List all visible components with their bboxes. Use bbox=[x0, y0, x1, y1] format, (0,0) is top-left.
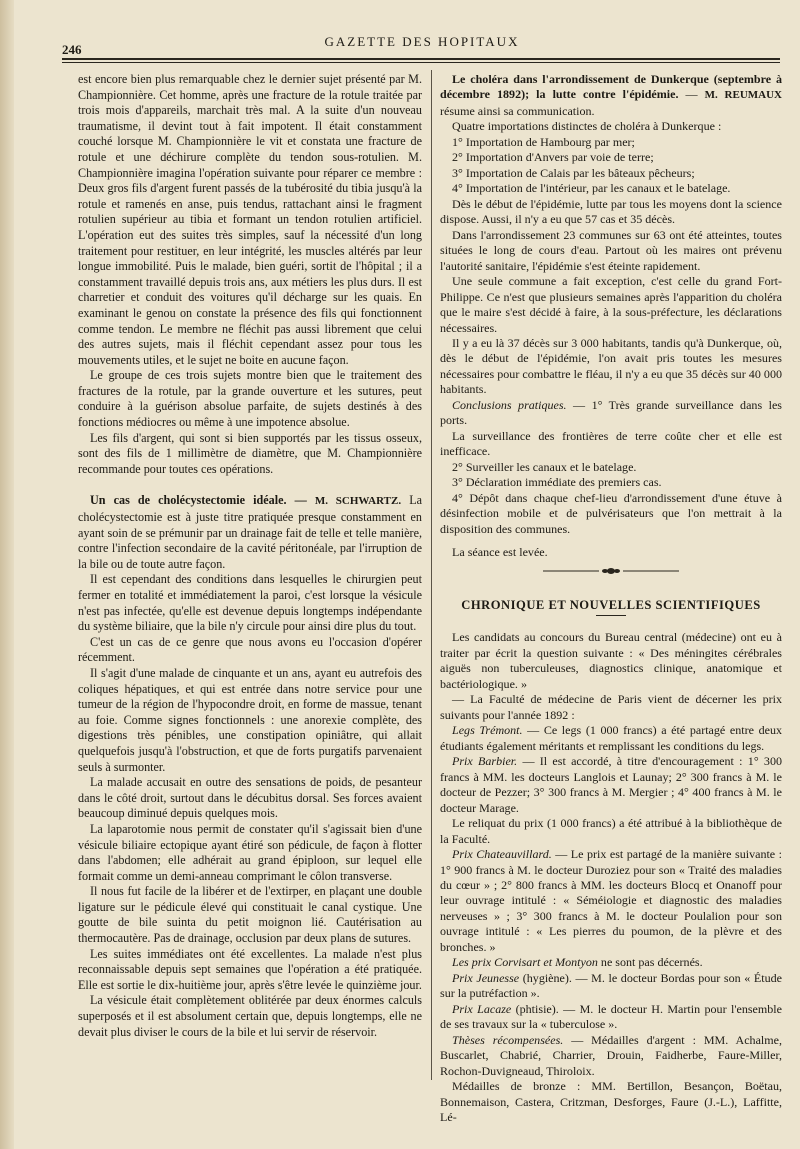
column-divider bbox=[431, 70, 432, 1080]
right-column bbox=[440, 72, 782, 1125]
paragraph: La surveillance des frontières de terre coûte cher et elle est inefficace. bbox=[440, 428, 782, 459]
prize-item bbox=[440, 955, 782, 970]
paragraph: La vésicule était complètement oblitérée par deux énormes calculs superposés et il est absolument certain que, depuis longtemps, elle ne devait plus diviser le cours de la bile et lui servir de réservoir. bbox=[78, 993, 422, 1039]
list-item: 3° Déclaration immédiate des premiers cas. bbox=[452, 475, 662, 490]
paragraph: est encore bien plus remarquable chez le dernier sujet présenté par M. Championnière. Cet homme, après une fracture de la rotule traitée par trois mois d'appareils, marchait très mal. A la suite d'un nouveau traumatisme, il devint tout à fait impotent. Il était constamment couché lorsque M. Championnière le vit et constata une fracture de rotule et une déchirure complète du tendon sous-rotulien. M. Championnière imagina l'opération suivante pour réparer ce membre : Deux gros fils d'argent furent passés de la tubérosité du tibia jusqu'à la rotule et ramenés en anse, puis tendus, rattachant ainsi le fragment rotulien supérieur au tibia et formant un tendon rotulien artificiel. L'opération eut des suites très simples, sauf la nécessité d'un long traitement pour restituer, en leur intégrité, les muscles altérés par leur longue immobilité. Puis le malade, bien guéri, sortit de l'hôpital ; il a constamment travaillé depuis trois ans, aux métiers les plus durs. Il est charretier et conduit des voitures qu'il décharge sur les quais. En examinant le genou on constate la présence des fils qui fonctionnent comme tendon. Le membre ne fléchit pas aussi librement que celui des autres sujets, mais il fléchit cependant assez pour tous les mouvements utiles, et le sujet ne boite en aucune façon. bbox=[78, 72, 422, 367]
section-title: CHRONIQUE ET NOUVELLES SCIENTIFIQUES bbox=[461, 598, 761, 612]
prize-label: Prix Jeunesse bbox=[452, 970, 520, 985]
paragraph: Les suites immédiates ont été excellentes. La malade n'est plus reconnaissable depuis sept semaines que l'opération a été pratiquée. Elle est sortie le dix-huitième jour, après s'être levée le quinzième jour. bbox=[78, 946, 422, 992]
prize-item bbox=[440, 971, 782, 1002]
prize-text: (phtisie). — M. le docteur H. Martin pour l'ensemble de ses travaux sur la « tuberculose ». bbox=[440, 1001, 782, 1032]
ornament-divider bbox=[440, 565, 782, 580]
paragraph: Les fils d'argent, qui sont si bien supportés par les tissus osseux, sont des fils de 1 millimètre de diamètre, que M. Championnière recommande pour toutes ces opérations. bbox=[78, 430, 422, 476]
running-title: GAZETTE DES HOPITAUX bbox=[324, 34, 520, 49]
prize-text: — Le prix est partagé de la manière suivante : 1° 900 francs à M. le docteur Duroziez pour son « Traité des maladies du cœur » ; 2° 800 francs à MM. les docteurs Blocq et Onanoff pour leur ouvrage intitulé : « Séméiologie et diagnostic des maladies nerveuses » ; 3° 300 francs à M. le docteur Poulalion pour son ouvrage intitulé : « Les pierres du poumon, de la plèvre et des bronches. » bbox=[440, 847, 782, 954]
prize-item bbox=[440, 1002, 782, 1033]
conclusions-paragraph bbox=[440, 398, 782, 429]
paragraph: Il est cependant des conditions dans lesquelles le chirurgien peut fermer en totalité et immédiatement la paroi, c'est lorsque la vésicule n'est pas infectée, qu'elle est devenue depuis longtemps indépendante du système biliaire, que la bile n'y circule pour ainsi dire plus du tout. bbox=[78, 572, 422, 634]
article-title: Un cas de cholécystectomie idéale. — bbox=[90, 493, 315, 508]
article-lead-schwartz bbox=[78, 493, 422, 572]
article-lead-reumaux bbox=[440, 72, 782, 119]
paragraph: Le reliquat du prix (1 000 francs) a été attribué à la bibliothèque de la Faculté. bbox=[440, 816, 782, 846]
section-rule bbox=[596, 615, 626, 616]
prize-text: — Médailles d'argent : MM. Achalme, Buscarlet, Chabrié, Charrier, Drouin, Faidherbe, Faure-Miller, Rochon-Duvigneaud, Thiroloix. bbox=[440, 1032, 783, 1078]
page-number: 246 bbox=[62, 42, 82, 57]
article-author: M. SCHWARTZ. bbox=[314, 495, 402, 508]
header-rule-thin bbox=[62, 62, 780, 63]
prize-item bbox=[440, 723, 782, 754]
list-item: 1° Importation de Hambourg par mer; bbox=[452, 134, 635, 149]
prize-item bbox=[440, 847, 782, 955]
prize-text: — Ce legs (1 000 francs) a été partagé entre deux étudiants également méritants et remplissant les conditions du legs. bbox=[440, 723, 782, 753]
paragraph: Dans l'arrondissement 23 communes sur 63 ont été atteintes, toutes situées le long de cours d'eau. Partout où les maires ont prévenu l'autorité sanitaire, l'épidémie s'est éteinte rapidement. bbox=[440, 227, 782, 273]
conclusions-text: — 1° Très grande surveillance dans les ports. bbox=[440, 397, 782, 428]
prize-label: Thèses récompensées. bbox=[452, 1032, 564, 1047]
page-header bbox=[62, 32, 782, 56]
prize-label: Prix Lacaze bbox=[452, 1001, 512, 1016]
article-dash: — bbox=[678, 87, 705, 102]
prize-label: Les prix Corvisart et Montyon bbox=[452, 955, 598, 970]
list-item: 3° Importation de Calais par les bâteaux pêcheurs; bbox=[452, 165, 695, 180]
paragraph: La malade accusait en outre des sensations de poids, de pesanteur dans le côté droit, surtout dans le décubitus dorsal. Ses forces avaient beaucoup diminué depuis quelques mois. bbox=[78, 775, 422, 821]
paragraph: Médailles de bronze : MM. Bertillon, Besançon, Boëtau, Bonnemaison, Castera, Critzman, Desforges, Faure (J.-L.), Laffitte, Lé- bbox=[440, 1079, 782, 1124]
paragraph: C'est un cas de ce genre que nous avons eu l'occasion d'opérer récemment. bbox=[78, 634, 422, 665]
paragraph: — La Faculté de médecine de Paris vient de décerner les prix suivants pour l'année 1892 : bbox=[440, 692, 782, 722]
page-binding-edge bbox=[0, 0, 14, 1149]
paragraph: Il y a eu là 37 décès sur 3 000 habitants, tandis qu'à Dunkerque, où, dès le début de l'épidémie, l'on avait pris toutes les mesures nécessaires pour combattre le fléau, il n'y a eu que 35 décès sur 40 000 habitants. bbox=[440, 335, 782, 397]
paragraph: Dès le début de l'épidémie, lutte par tous les moyens dont la science dispose. Aussi, il n'y a eu que 57 cas et 35 décès. bbox=[440, 196, 782, 227]
list-item: 2° Surveiller les canaux et le batelage. bbox=[452, 459, 637, 474]
paragraph: Il s'agit d'une malade de cinquante et un ans, ayant eu autrefois des coliques hépatiques, et qui est entrée dans notre service pour une tumeur de la région de l'hypocondre droit, en forme de massue, tenant au foie. Comme signes fonctionnels : une anorexie complète, des digestions très pénibles, une constipation opiniâtre, qui allait quelquefois jusqu'à l'obstruction, et que de forts purgatifs parvenaient seuls à surmonter. bbox=[78, 665, 422, 774]
prize-text: (hygiène). — M. le docteur Bordas pour son « Étude sur la putréfaction ». bbox=[440, 970, 782, 1001]
prize-text: — Il est accordé, à titre d'encouragement : 1° 300 francs à MM. les docteurs Langlois et Launay; 2° 300 francs à M. le docteur de Pezzer; 3° 300 francs à M. Mergier ; 4° 400 francs à M. le docteur Marage. bbox=[440, 754, 782, 815]
left-column bbox=[78, 72, 422, 1040]
prize-text: ne sont pas décernés. bbox=[597, 955, 703, 970]
prize-label: Prix Barbier. bbox=[452, 754, 518, 769]
conclusions-label: Conclusions pratiques. bbox=[452, 397, 567, 412]
prize-label: Legs Trémont. bbox=[452, 723, 523, 738]
list-item: 2° Importation d'Anvers par voie de terre; bbox=[452, 150, 654, 165]
paragraph: La laparotomie nous permit de constater qu'il s'agissait bien d'une vésicule biliaire ectopique ayant étiré son pédicule, de façon à flotter dans l'abdomen; elle adhérait au grand épiploon, sur lequel elle formait comme un demi-anneau comprimant le côlon transverse. bbox=[78, 821, 422, 883]
prize-label: Prix Chateauvillard. bbox=[452, 847, 552, 862]
list-item: 4° Dépôt dans chaque chef-lieu d'arrondissement d'une étuve à désinfection mobile et de pulvérisateurs que l'on mettrait à la disposition des communes. bbox=[440, 490, 782, 536]
paragraph: Quatre importations distinctes de choléra à Dunkerque : bbox=[452, 119, 722, 134]
paragraph: Il nous fut facile de la libérer et de l'extirper, en plaçant une double ligature sur le pédicule élevé qui constituait le canal cystique. Une goutte de bile suinta du petit moignon lié. Cautérisation au thermocautère. Pas de drainage, occlusion par deux plans de sutures. bbox=[78, 884, 422, 946]
prize-item bbox=[440, 754, 782, 816]
article-lead-text: résume ainsi sa communication. bbox=[440, 103, 595, 118]
article-author: M. REUMAUX bbox=[704, 89, 782, 102]
paragraph: Les candidats au concours du Bureau central (médecine) ont eu à traiter par écrit la question suivante : « Des méningites cérébrales aiguës non tuberculeuses, diagnostics clinique, anatomique et bactériologique. » bbox=[440, 630, 782, 691]
prize-item bbox=[440, 1033, 782, 1079]
paragraph: Une seule commune a fait exception, c'est celle du grand Fort-Philippe. Ce n'est que plusieurs semaines après l'apparition du choléra que le maire s'est décidé à faire, à la sous-préfecture, les déclarations nécessaires. bbox=[440, 274, 782, 335]
article-title: Le choléra dans l'arrondissement de Dunkerque (septembre à décembre 1892); la lutte contre l'épidémie. bbox=[440, 72, 782, 102]
paragraph: Le groupe de ces trois sujets montre bien que le traitement des fractures de la rotule, par la grande ouverture et les sutures, peut conduire à la guérison absolue parfaite, de sujets destinés à des fonctions médiocres ou même à une impotence absolue. bbox=[78, 368, 422, 430]
header-rule bbox=[62, 58, 780, 60]
article-lead-text: La cholécystectomie est à juste titre pratiquée presque constamment en ayant soin de se prémunir par un drainage fait de telle et telle manière, contre l'infection secondaire de la cavité péritonéale, par l'irruption de la bile ou de toute autre façon. bbox=[78, 493, 422, 571]
seance-closing: La séance est levée. bbox=[452, 545, 548, 560]
list-item: 4° Importation de l'intérieur, par les canaux et le batelage. bbox=[452, 181, 731, 196]
